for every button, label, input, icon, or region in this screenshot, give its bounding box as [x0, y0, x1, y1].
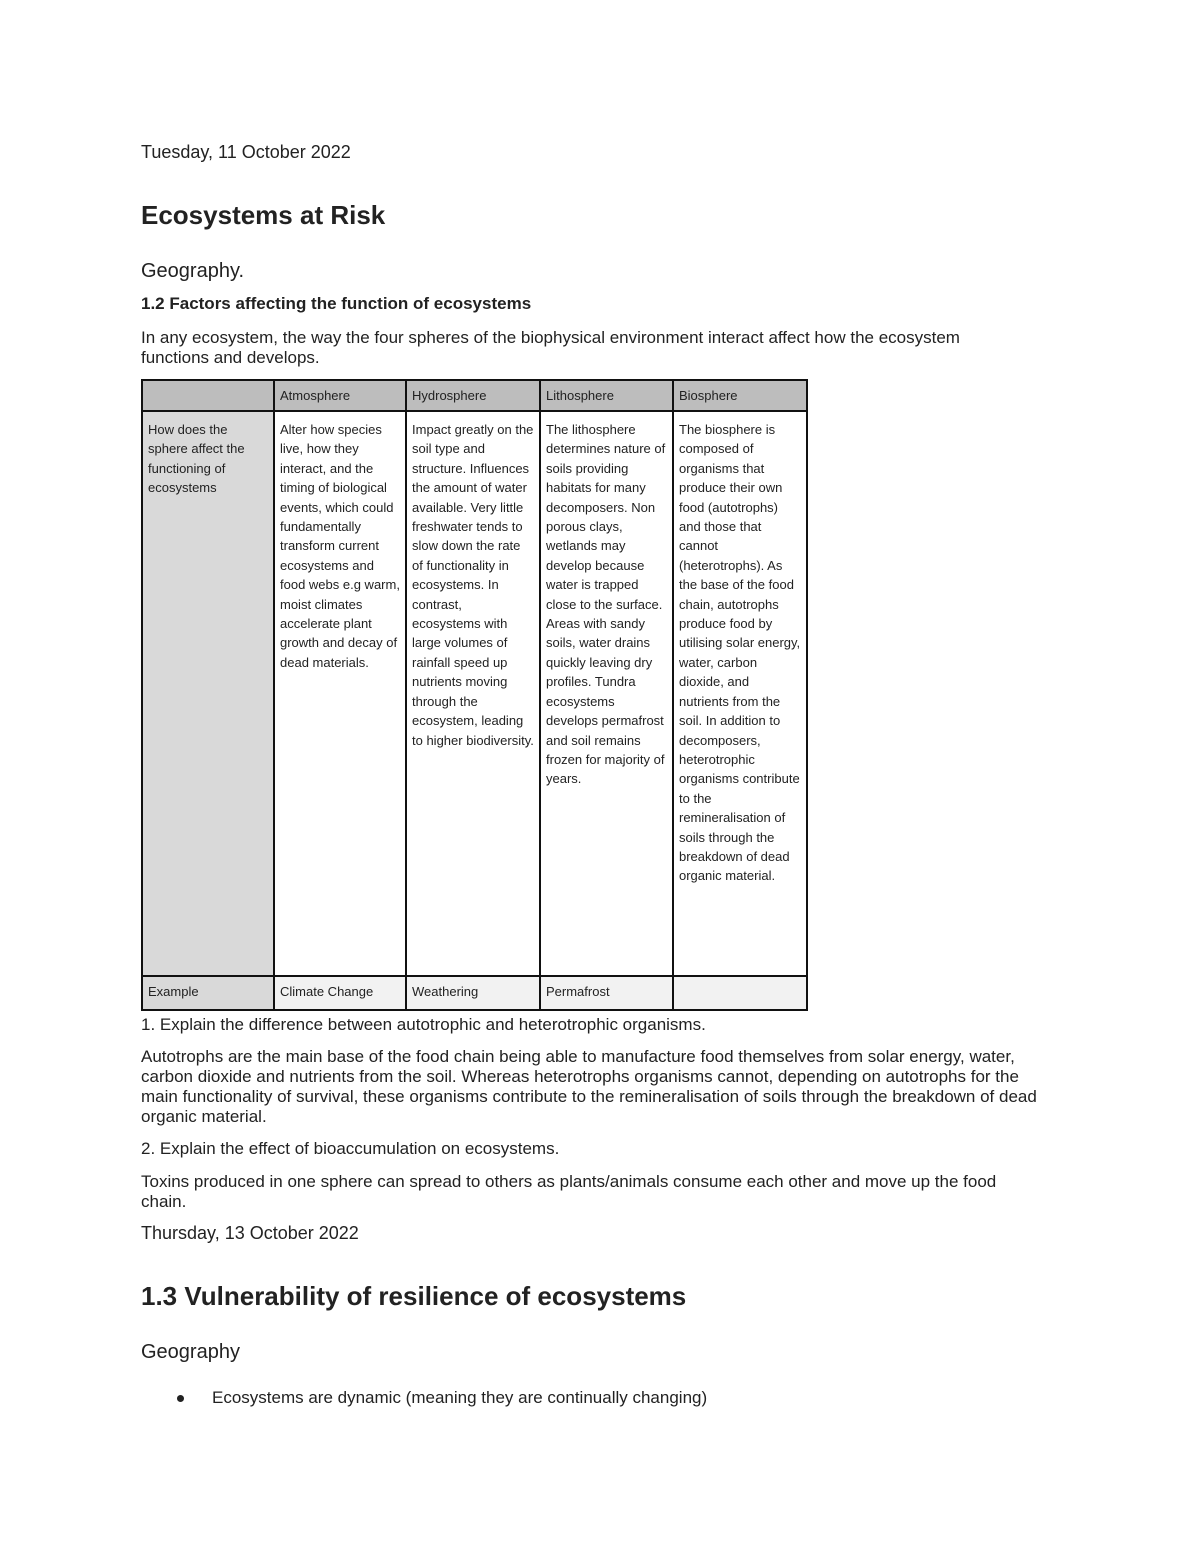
section-title: 1.3 Vulnerability of resilience of ecosystems — [141, 1281, 687, 1311]
table-cell: Permafrost — [540, 976, 673, 1010]
table-header-cell: Lithosphere — [540, 380, 673, 411]
table-row — [142, 411, 807, 976]
bullet-list — [141, 1388, 707, 1408]
intro-paragraph: In any ecosystem, the way the four spheres of the biophysical environment interact affect how the ecosystem functions and develops. — [141, 328, 960, 367]
table-cell: Alter how species live, how they interact, and the timing of biological events, which could fundamentally transform current ecosystems and food webs e.g warm, moist climates accelerate plant growth and decay of dead materials. — [274, 411, 406, 976]
list-item-text: Ecosystems are dynamic (meaning they are continually changing) — [212, 1388, 708, 1407]
question-2: 2. Explain the effect of bioaccumulation on ecosystems. — [141, 1139, 560, 1158]
date-heading: Thursday, 13 October 2022 — [141, 1223, 359, 1243]
table-cell: Climate Change — [274, 976, 406, 1010]
page-title: Ecosystems at Risk — [141, 200, 386, 230]
date-heading: Tuesday, 11 October 2022 — [141, 142, 351, 162]
spheres-table — [141, 379, 808, 1011]
list-item — [141, 1388, 707, 1408]
table-header-cell: Atmosphere — [274, 380, 406, 411]
row-label: Example — [142, 976, 274, 1010]
table-cell: The biosphere is composed of organisms that produce their own food (autotrophs) and those that cannot (heterotrophs). As the base of the food chain, autotrophs produce food by utilising solar energy, water, carbon dioxide, and nutrients from the soil. In addition to decomposers, heterotrophic organisms contribute to the remineralisation of soils through the breakdown of dead organic material. — [673, 411, 807, 976]
answer-1: Autotrophs are the main base of the food chain being able to manufacture food themselves from solar energy, water, carbon dioxide and nutrients from the soil. Whereas heterotrophs organisms cannot, depending on autotrophs for the main functionality of survival, these organisms contribute to the remineralisation of soils through the breakdown of dead organic material. — [141, 1047, 1037, 1126]
subject-label: Geography — [141, 1341, 240, 1363]
bullet-icon — [177, 1395, 184, 1402]
table-cell — [673, 976, 807, 1010]
answer-2: Toxins produced in one sphere can spread to others as plants/animals consume each other and move up the food chain. — [141, 1172, 997, 1211]
table-cell: Weathering — [406, 976, 540, 1010]
table-row — [142, 976, 807, 1010]
table-header-cell: Biosphere — [673, 380, 807, 411]
table-header-cell: Hydrosphere — [406, 380, 540, 411]
section-heading: 1.2 Factors affecting the function of ecosystems — [141, 294, 532, 313]
table-cell: Impact greatly on the soil type and structure. Influences the amount of water available. Very little freshwater tends to slow down the rate of functionality in ecosystems. In contrast, ecosystems with large volumes of rainfall speed up nutrients moving through the ecosystem, leading to higher biodiversity. — [406, 411, 540, 976]
subject-label: Geography. — [141, 260, 245, 282]
table-header-cell — [142, 380, 274, 411]
question-1: 1. Explain the difference between autotrophic and heterotrophic organisms. — [141, 1015, 706, 1034]
table-header-row — [142, 380, 807, 411]
table-cell: The lithosphere determines nature of soils providing habitats for many decomposers. Non porous clays, wetlands may develop because water is trapped close to the surface. Areas with sandy soils, water drains quickly leaving dry profiles. Tundra ecosystems develops permafrost and soil remains frozen for majority of years. — [540, 411, 673, 976]
row-label: How does the sphere affect the functioning of ecosystems — [142, 411, 274, 976]
